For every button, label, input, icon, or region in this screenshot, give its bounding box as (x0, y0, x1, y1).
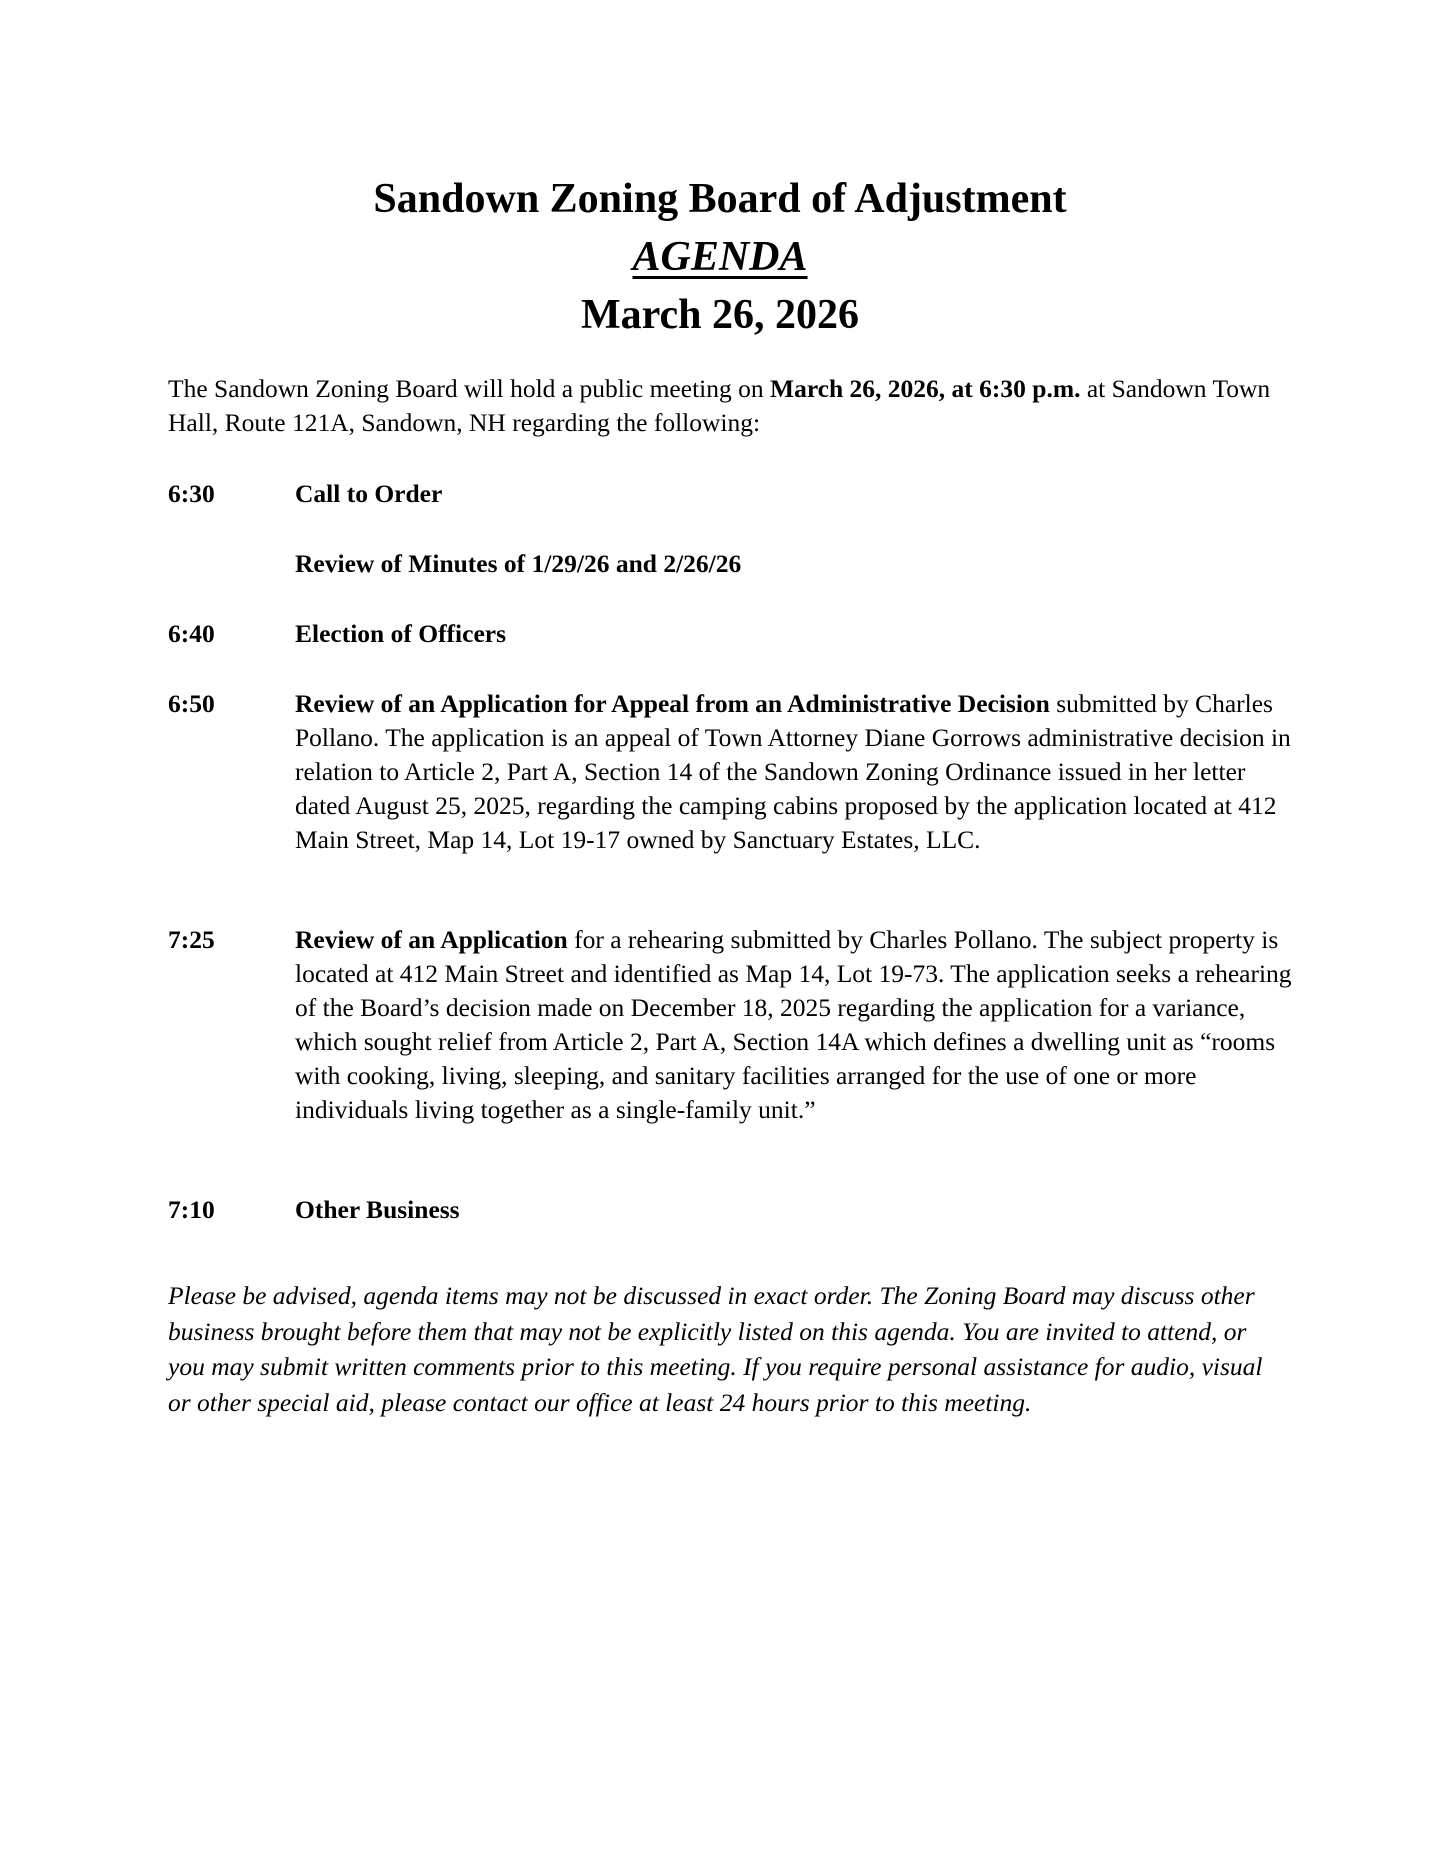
board-title: Sandown Zoning Board of Adjustment (373, 176, 1067, 222)
agenda-item-title: Call to Order (295, 479, 443, 508)
agenda-item-body (295, 923, 1295, 1127)
agenda-item-time: 6:50 (168, 689, 215, 718)
intro-datetime: March 26, 2026, at 6:30 p.m. (770, 374, 1081, 403)
agenda-item-title: Review of Minutes of 1/29/26 and 2/26/26 (295, 549, 742, 578)
agenda-item-title: Review of an Application (295, 925, 568, 954)
agenda-label: AGENDA (632, 234, 808, 280)
agenda-item-text: submitted by Charles Pollano. The application is an appeal of Town Attorney Diane Gorrows administrative decision in relation to Article 2, Part A, Section 14 of the Sandown Zoning Ordinance issued in her letter dated August 25, 2025, regarding the camping cabins proposed by the application located at 412 Main Street, Map 14, Lot 19-17 owned by Sanctuary Estates, LLC. (295, 689, 1291, 854)
agenda-item-body (295, 1193, 1295, 1227)
agenda-item-title: Other Business (295, 1195, 460, 1224)
agenda-item-body (295, 477, 1295, 511)
agenda-item-time: 6:40 (168, 619, 215, 648)
agenda-heading (0, 228, 1440, 286)
agenda-item-title: Review of an Application for Appeal from an Administrative Decision (295, 689, 1050, 718)
agenda-item-time: 7:10 (168, 1195, 215, 1224)
agenda-item-time: 7:25 (168, 925, 215, 954)
advisory-notice: Please be advised, agenda items may not be discussed in exact order. The Zoning Board may discuss other business brought before them that may not be explicitly listed on this agenda. You are invited to attend, or you may submit written comments prior to this meeting. If you require personal assistance for audio, visual or other special aid, please contact our office at least 24 hours prior to this meeting. (168, 1281, 1263, 1417)
intro-text-after: at Sandown Town Hall, Route 121A, Sandown, NH regarding the following: (168, 374, 1271, 437)
agenda-item-time: 6:30 (168, 479, 215, 508)
meeting-date-heading: March 26, 2026 (580, 292, 860, 338)
agenda-item-title: Election of Officers (295, 619, 507, 648)
intro-text-before: The Sandown Zoning Board will hold a public meeting on (168, 374, 770, 403)
agenda-item-text: for a rehearing submitted by Charles Pollano. The subject property is located at 412 Main Street and identified as Map 14, Lot 19-73. The application seeks a rehearing of the Board’s decision made on December 18, 2025 regarding the application for a variance, which sought relief from Article 2, Part A, Section 14A which defines a dwelling unit as “rooms with cooking, living, sleeping, and sanitary facilities arranged for the use of one or more individuals living together as a single-family unit.” (295, 925, 1292, 1124)
intro-paragraph (168, 372, 1278, 440)
agenda-item-body (295, 687, 1295, 857)
agenda-item-body (295, 617, 1295, 651)
agenda-item-body (295, 547, 1295, 581)
